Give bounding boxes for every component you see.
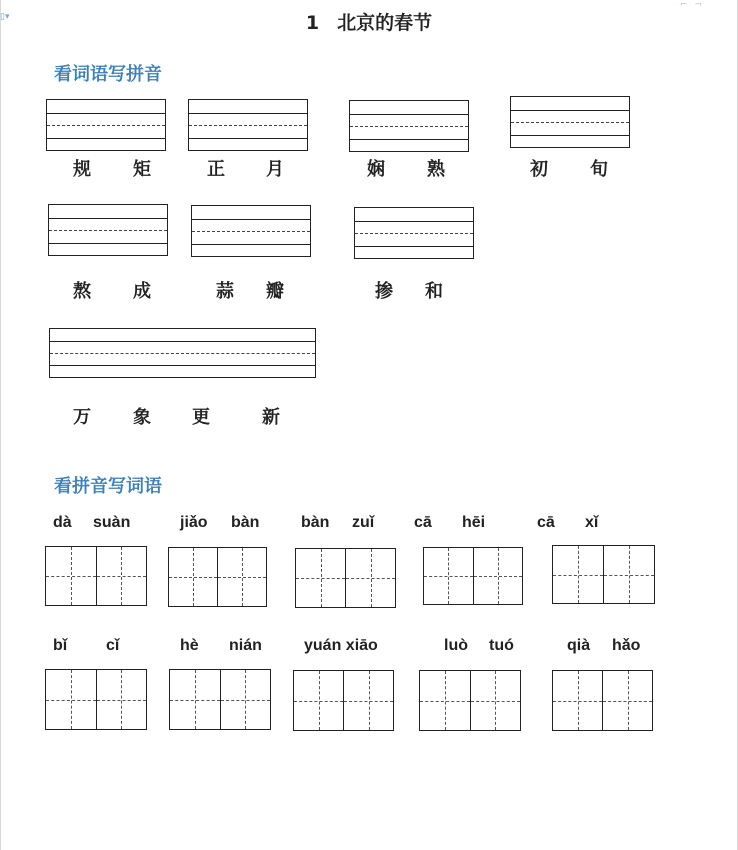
word-char: 矩 <box>133 159 151 180</box>
pinyin-syllable: qià <box>567 637 591 654</box>
page-left-edge <box>0 0 1 850</box>
pinyin-syllable: jiǎo <box>180 514 208 531</box>
grid-cell[interactable] <box>424 548 474 604</box>
pinyin-syllable: cǐ <box>106 637 120 654</box>
grid-cell[interactable] <box>346 549 395 607</box>
pinyin-syllable: nián <box>229 637 262 654</box>
tianzige-grid[interactable] <box>168 547 267 607</box>
pinyin-syllable: cā <box>537 514 555 531</box>
pinyin-syllable: tuó <box>489 637 514 654</box>
pinyin-syllable: luò <box>444 637 468 654</box>
tianzige-grid[interactable] <box>45 669 147 730</box>
grid-cell[interactable] <box>296 549 346 607</box>
tianzige-grid[interactable] <box>552 670 653 731</box>
tianzige-grid[interactable] <box>45 546 147 606</box>
pinyin-box[interactable] <box>48 204 168 256</box>
grid-cell[interactable] <box>97 547 147 605</box>
pinyin-syllable: hǎo <box>612 637 641 654</box>
tianzige-grid[interactable] <box>423 547 523 605</box>
word-char: 旬 <box>590 159 608 180</box>
pinyin-syllable: dà <box>53 514 72 531</box>
grid-cell[interactable] <box>553 546 604 603</box>
tianzige-grid[interactable] <box>419 670 521 731</box>
word-char: 万 <box>73 407 91 428</box>
word-char: 熟 <box>427 159 445 180</box>
grid-cell[interactable] <box>344 671 393 730</box>
page-corner-marker-icon: ⌐ ¬ <box>680 0 704 10</box>
word-char: 瓣 <box>266 281 284 302</box>
grid-cell[interactable] <box>46 670 97 729</box>
word-char: 掺 <box>375 281 393 302</box>
pinyin-syllable: zuǐ <box>352 514 375 531</box>
grid-cell[interactable] <box>420 671 471 730</box>
word-char: 规 <box>73 159 91 180</box>
grid-cell[interactable] <box>553 671 603 730</box>
tianzige-grid[interactable] <box>169 669 271 730</box>
lesson-number: 1 <box>305 12 320 34</box>
grid-cell[interactable] <box>170 670 221 729</box>
tianzige-grid[interactable] <box>295 548 396 608</box>
word-char: 月 <box>266 159 284 180</box>
lesson-title: 北京的春节 <box>337 12 433 34</box>
pinyin-syllable: bàn <box>231 514 260 531</box>
word-char: 象 <box>133 407 151 428</box>
pinyin-box[interactable] <box>188 99 308 151</box>
page-title <box>0 8 738 35</box>
tianzige-grid[interactable] <box>293 670 394 731</box>
pinyin-box[interactable] <box>510 96 630 148</box>
word-char: 蒜 <box>216 281 234 302</box>
pinyin-syllable: hè <box>180 637 199 654</box>
word-char: 娴 <box>367 159 385 180</box>
grid-cell[interactable] <box>221 670 271 729</box>
grid-cell[interactable] <box>169 548 218 606</box>
word-char: 更 <box>192 407 210 428</box>
pinyin-box[interactable] <box>46 99 166 151</box>
grid-cell[interactable] <box>471 671 521 730</box>
pinyin-syllable: hēi <box>462 514 486 531</box>
word-char: 和 <box>425 281 443 302</box>
pinyin-syllable: bàn <box>301 514 330 531</box>
tianzige-grid[interactable] <box>552 545 655 604</box>
pinyin-syllable: yuán xiāo <box>304 637 378 654</box>
grid-cell[interactable] <box>603 671 652 730</box>
word-char: 新 <box>262 407 280 428</box>
grid-cell[interactable] <box>97 670 147 729</box>
grid-cell[interactable] <box>218 548 266 606</box>
word-char: 初 <box>530 159 548 180</box>
grid-cell[interactable] <box>604 546 654 603</box>
pinyin-box[interactable] <box>349 100 469 152</box>
pinyin-syllable: bǐ <box>53 637 68 654</box>
pinyin-box-wide[interactable] <box>49 328 316 378</box>
pinyin-box[interactable] <box>191 205 311 257</box>
grid-cell[interactable] <box>46 547 97 605</box>
grid-cell[interactable] <box>294 671 344 730</box>
word-char: 熬 <box>73 281 91 302</box>
pinyin-syllable: suàn <box>93 514 131 531</box>
pinyin-box[interactable] <box>354 207 474 259</box>
grid-cell[interactable] <box>474 548 523 604</box>
word-char: 成 <box>133 281 151 302</box>
word-char: 正 <box>207 159 225 180</box>
corner-marker-icon: ▯▾ <box>0 12 10 22</box>
pinyin-syllable: cā <box>414 514 432 531</box>
section-heading-write-pinyin: 看词语写拼音 <box>54 64 162 85</box>
section-heading-write-words: 看拼音写词语 <box>54 476 162 497</box>
pinyin-syllable: xǐ <box>585 514 599 531</box>
